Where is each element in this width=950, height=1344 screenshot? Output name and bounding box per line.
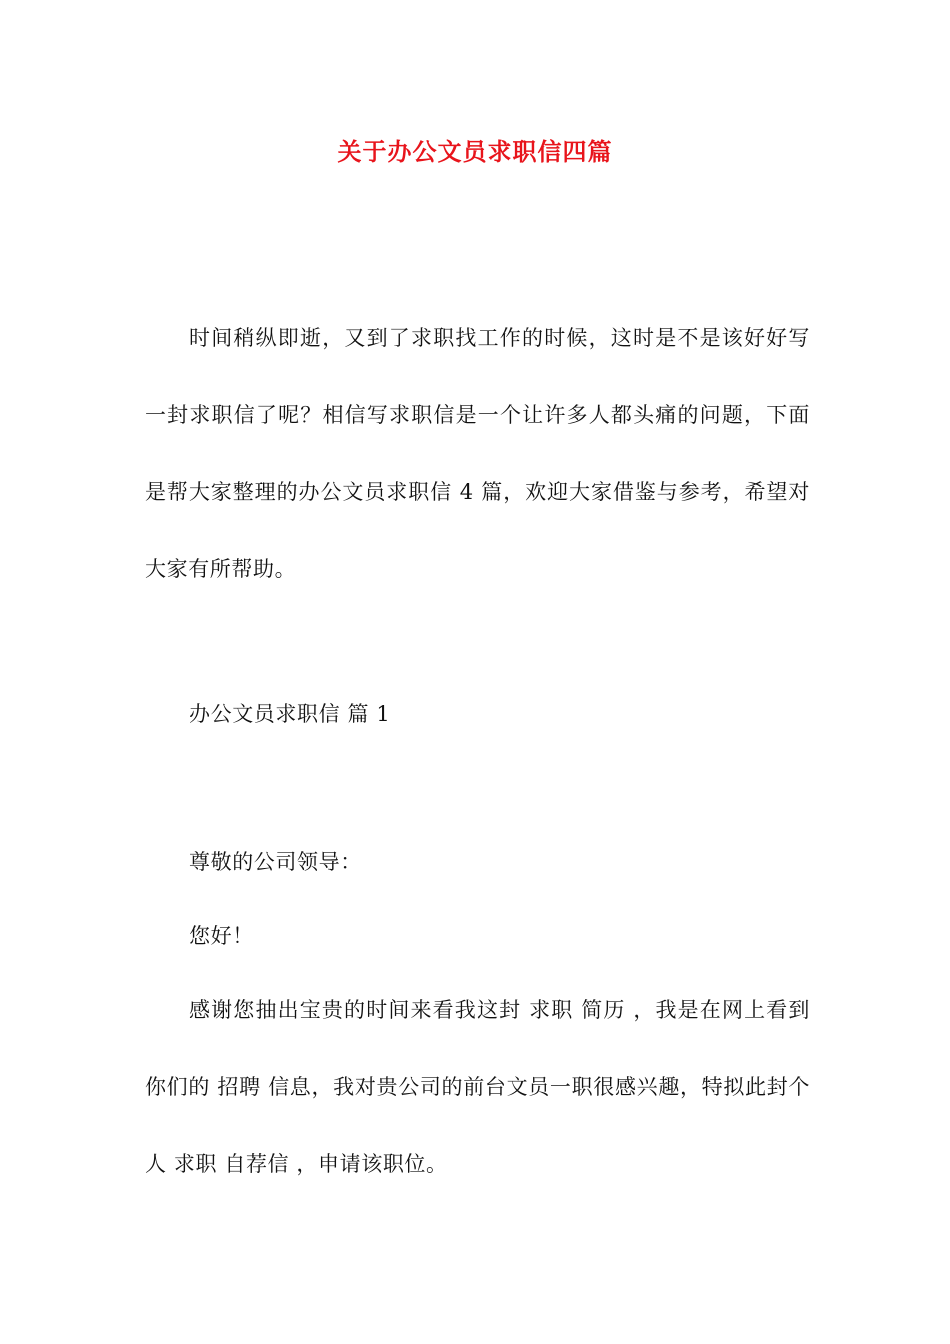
letter-salutation: 尊敬的公司领导： [189, 850, 362, 874]
letter-body-paragraph: 感谢您抽出宝贵的时间来看我这封 求职 简历 ，我是在网上看到你们的 招聘 信息，我对贵公司的前台文员一职很感兴趣，特拟此封个人 求职 自荐信 ，申请该职位。 [145, 998, 810, 1176]
section-heading: 办公文员求职信 篇 1 [189, 702, 391, 726]
intro-paragraph: 时间稍纵即逝，又到了求职找工作的时候，这时是不是该好好写一封求职信了呢？相信写求职信是一个让许多人都头痛的问题，下面是帮大家整理的办公文员求职信 4 篇，欢迎大家借鉴与参考，希望对大家有所帮助。 [145, 326, 810, 581]
document-title: 关于办公文员求职信四篇 [337, 137, 613, 166]
letter-greeting: 您好！ [189, 924, 254, 948]
